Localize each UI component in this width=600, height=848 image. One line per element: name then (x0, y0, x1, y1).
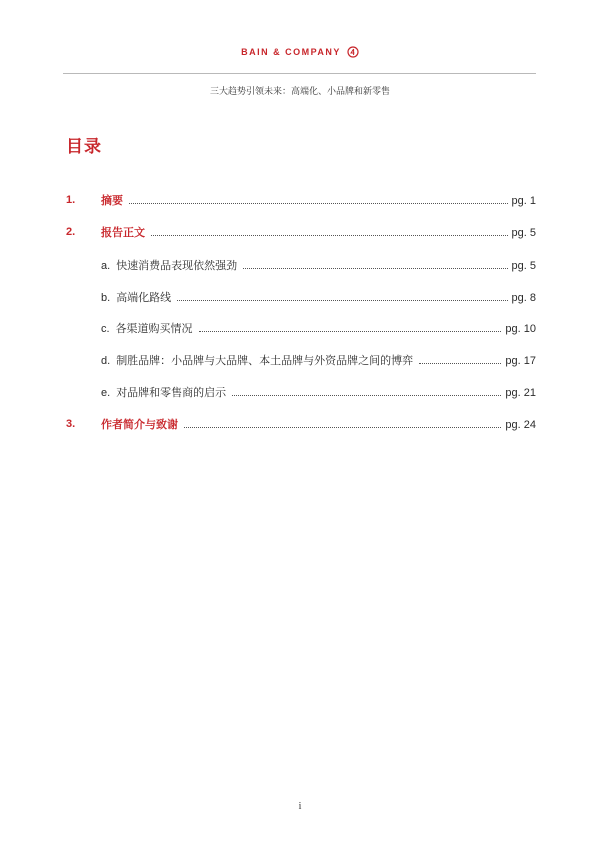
toc-entry-page: pg. 21 (505, 387, 536, 399)
toc-dot-leader (177, 300, 507, 301)
toc-entry-page: pg. 17 (505, 355, 536, 367)
brand-name: BAIN & COMPANY (241, 47, 341, 57)
toc-subentry-b[interactable] (0, 287, 600, 307)
toc-subentry-text: 各渠道购买情况 (115, 322, 193, 335)
brand-header (0, 46, 600, 58)
toc-entry-label: 报告正文 (101, 226, 145, 239)
toc-subentry-letter: b. (101, 292, 111, 304)
toc-subentry-a[interactable] (0, 255, 600, 275)
toc-entry-number: 2. (66, 226, 76, 238)
toc-subentry-c[interactable] (0, 318, 600, 338)
toc-subentry-label (101, 257, 237, 273)
toc-subentry-label (101, 352, 413, 368)
toc-dot-leader (243, 268, 507, 269)
page-number: i (298, 801, 302, 812)
toc-dot-leader (419, 363, 501, 364)
toc-entry-number: 3. (66, 418, 76, 430)
toc-subentry-text: 对品牌和零售商的启示 (116, 386, 227, 399)
toc-dot-leader (184, 427, 501, 428)
toc-entry-label: 摘要 (101, 194, 123, 207)
toc-dot-leader (151, 235, 508, 236)
toc-dot-leader (199, 331, 502, 332)
toc-subentry-letter: d. (101, 355, 111, 367)
toc-entry-page: pg. 24 (505, 419, 536, 431)
toc-dot-leader (232, 395, 501, 396)
toc-entry-authors[interactable] (0, 414, 600, 434)
toc-subentry-label (101, 384, 226, 400)
toc-subentry-label (101, 289, 171, 305)
toc-entry-page: pg. 1 (511, 195, 536, 207)
toc-subentry-letter: c. (101, 323, 110, 335)
toc-subentry-text: 制胜品牌：小品牌与大品牌、本土品牌与外资品牌之间的博弈 (116, 354, 414, 367)
header-divider (63, 73, 536, 74)
toc-subentry-letter: a. (101, 260, 111, 272)
toc-entry-page: pg. 5 (511, 260, 536, 272)
bain-circle-logo-icon (347, 46, 359, 58)
toc-title: 目录 (66, 137, 102, 157)
toc-subentry-e[interactable] (0, 382, 600, 402)
toc-entry-report-body[interactable] (0, 222, 600, 242)
toc-subentry-text: 高端化路线 (116, 291, 172, 304)
toc-subentry-letter: e. (101, 387, 111, 399)
toc-entry-summary[interactable] (0, 190, 600, 210)
toc-entry-number: 1. (66, 194, 76, 206)
toc-entry-label: 作者简介与致谢 (101, 418, 178, 431)
toc-subentry-label (101, 320, 193, 336)
report-subtitle: 三大趋势引领未来：高端化、小品牌和新零售 (209, 87, 390, 97)
toc-dot-leader (129, 203, 508, 204)
toc-subentry-text: 快速消费品表现依然强劲 (116, 259, 238, 272)
toc-subentry-d[interactable] (0, 350, 600, 370)
toc-entry-page: pg. 5 (511, 227, 536, 239)
toc-entry-page: pg. 8 (511, 292, 536, 304)
toc-entry-page: pg. 10 (505, 323, 536, 335)
